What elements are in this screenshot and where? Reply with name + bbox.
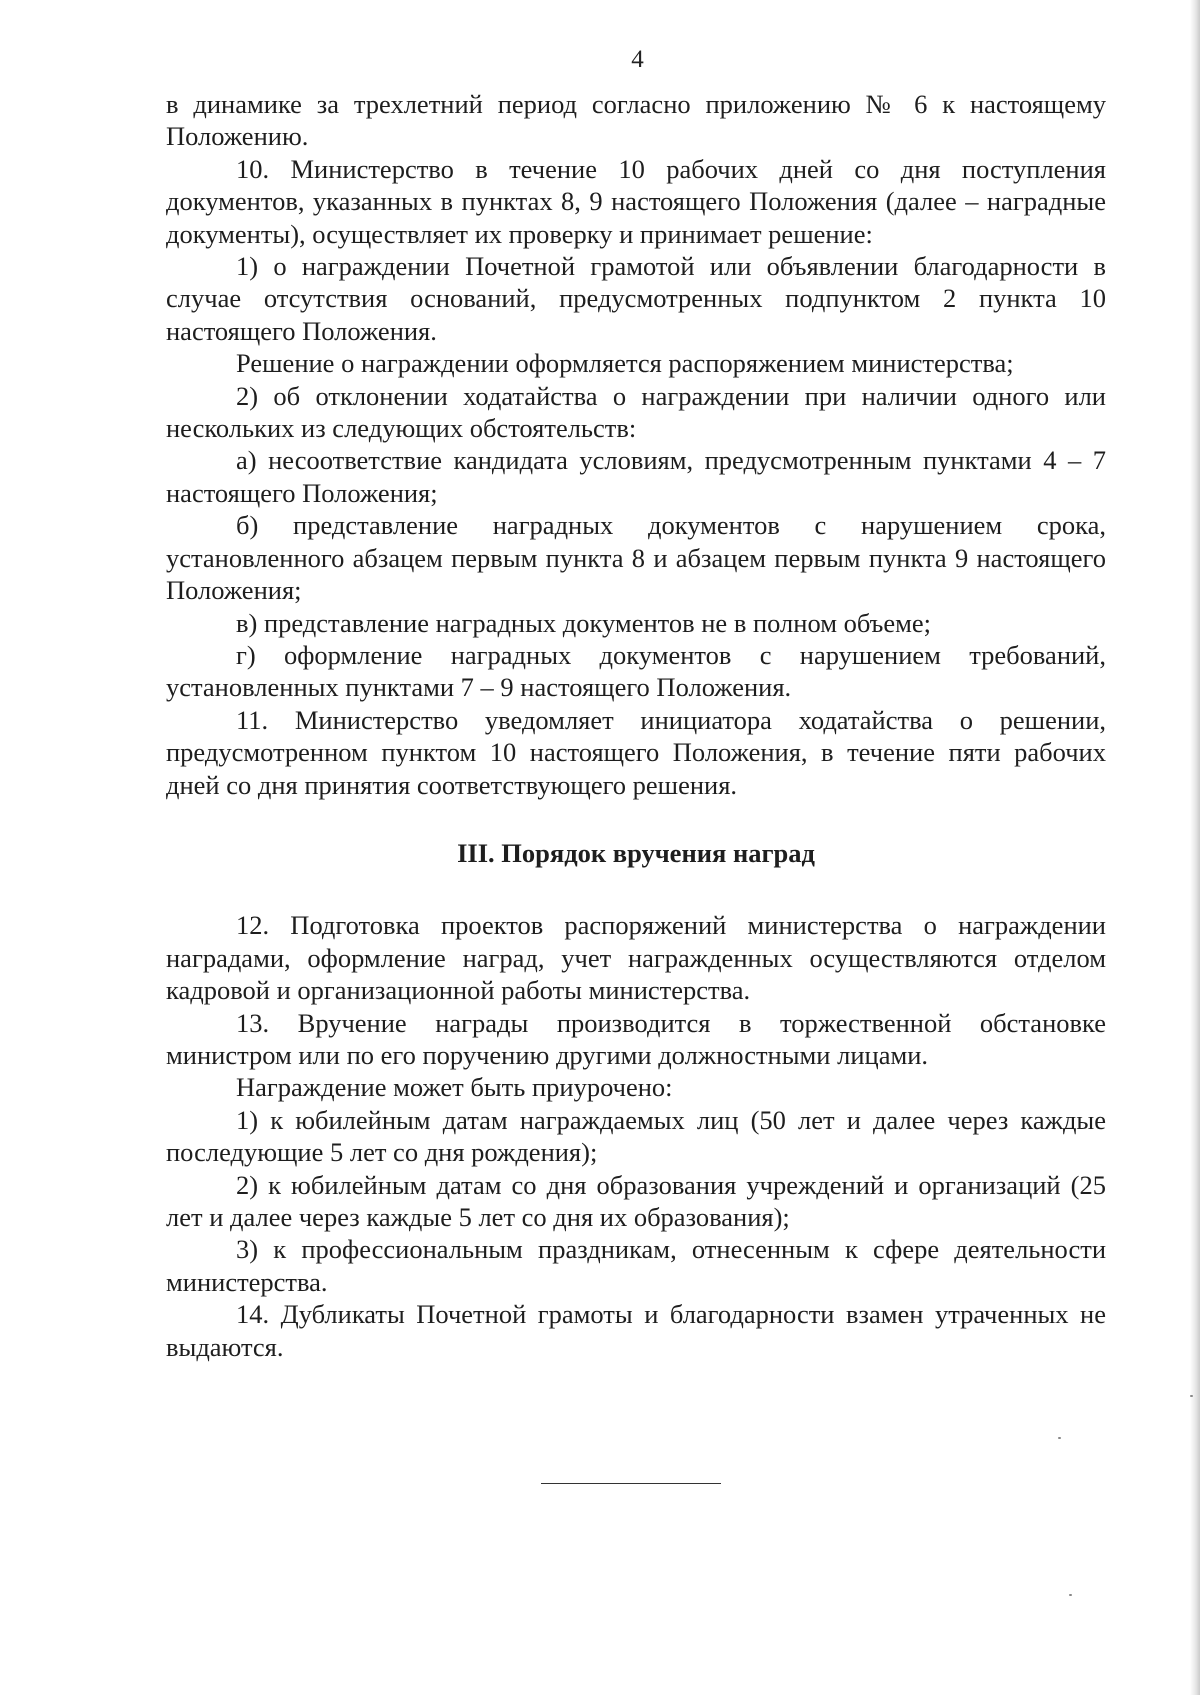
paragraph-10-1: 1) о награждении Почетной грамотой или объявлении благодарности в случае отсутствия оснований, предусмотренных подпунктом 2 пункта 10 настоящего Положения.: [166, 251, 1106, 346]
document-body: [166, 88, 1106, 1363]
paragraph-14: 14. Дубликаты Почетной грамоты и благодарности взамен утраченных не выдаются.: [166, 1299, 1106, 1362]
paragraph-timing-3: 3) к профессиональным праздникам, отнесенным к сфере деятельности министерства.: [166, 1234, 1106, 1297]
section-award-presentation: [166, 909, 1106, 1363]
paragraph-timing-2: 2) к юбилейным датам со дня образования учреждений и организаций (25 лет и далее через каждые 5 лет со дня их образования);: [166, 1169, 1106, 1232]
paragraph-continuation: в динамике за трехлетний период согласно приложению № 6 к настоящему Положению.: [166, 89, 1106, 152]
paragraph-10-2-g: г) оформление наградных документов с нарушением требований, установленных пунктами 7 – 9 настоящего Положения.: [166, 639, 1106, 703]
paragraph-decision: Решение о награждении оформляется распоряжением министерства;: [236, 348, 1014, 379]
paragraph-13: 13. Вручение награды производится в торжественной обстановке министром или по его поручению другими должностными лицами.: [166, 1007, 1106, 1070]
scan-edge-shadow: [1190, 0, 1200, 1695]
scan-speck: [1190, 1395, 1193, 1397]
section-requirements: [166, 88, 1106, 801]
page-number: 4: [631, 46, 644, 73]
paragraph-10-2-v: в) представление наградных документов не в полном объеме;: [236, 607, 932, 638]
scan-speck: [1069, 1594, 1072, 1596]
paragraph-10: 10. Министерство в течение 10 рабочих дней со дня поступления документов, указанных в пунктах 8, 9 настоящего Положения (далее – наградные документы), осуществляет их проверку и принимает решение:: [166, 153, 1106, 249]
end-divider-line: [541, 1483, 721, 1484]
paragraph-12: 12. Подготовка проектов распоряжений министерства о награждении наградами, оформление наград, учет награжденных осуществляются отделом кадровой и организационной работы министерства.: [166, 910, 1106, 1006]
scan-speck: [1058, 1437, 1061, 1439]
paragraph-10-2: 2) об отклонении ходатайства о награждении при наличии одного или нескольких из следующих обстоятельств:: [166, 380, 1106, 444]
paragraph-10-2-b: б) представление наградных документов с нарушением срока, установленного абзацем первым пункта 8 и абзацем первым пункта 9 настоящего Положения;: [166, 510, 1106, 606]
section-heading: III. Порядок вручения наград: [457, 837, 815, 868]
paragraph-timing: Награждение может быть приурочено:: [236, 1072, 673, 1103]
paragraph-11: 11. Министерство уведомляет инициатора ходатайства о решении, предусмотренном пунктом 10 настоящего Положения, в течение пяти рабочих дней со дня принятия соответствующего решения.: [166, 704, 1106, 800]
paragraph-10-2-a: а) несоответствие кандидата условиям, предусмотренным пунктами 4 – 7 настоящего Положения;: [166, 445, 1106, 508]
paragraph-timing-1: 1) к юбилейным датам награждаемых лиц (50 лет и далее через каждые последующие 5 лет со дня рождения);: [166, 1104, 1106, 1168]
